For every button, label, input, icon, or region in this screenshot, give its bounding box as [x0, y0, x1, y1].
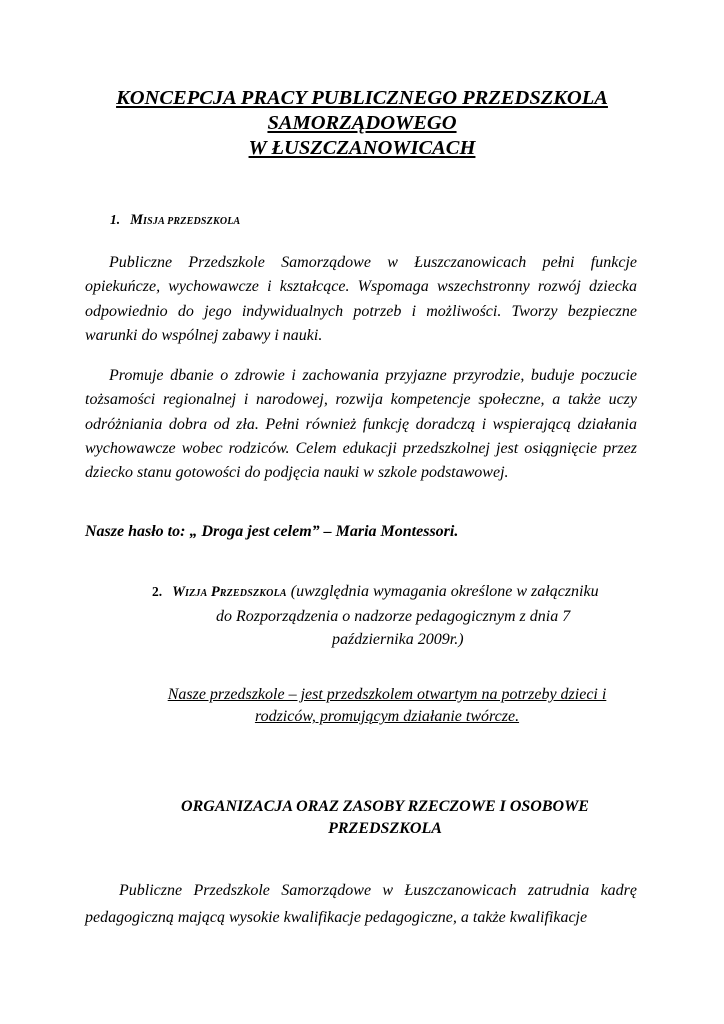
section-1-heading-initial: M	[130, 212, 144, 228]
section-2-title-rzedszkola: RZEDSZKOLA	[219, 588, 287, 599]
mission-paragraph-2: Promuje dbanie o zdrowie i zachowania przyjazne przyrodzie, buduje poczucie tożsamości regionalnej i narodowej, rozwija kompetencje społeczne, a także uczy odróżniania dobra od zła. Pełni również funkcję doradczą i wspierającą działania wychowawcze wobec rodziców. Celem edukacji przedszkolnej jest osiągnięcie przez dziecko stanu gotowości do podjęcia nauki w szkole podstawowej.	[85, 367, 637, 482]
vision-line-2: rodziców, promującym działanie twórcze.	[254, 708, 520, 725]
title-line-1: KONCEPCJA PRACY PUBLICZNEGO PRZEDSZKOLA	[116, 87, 608, 109]
vision-line-1: Nasze przedszkole – jest przedszkolem otwartym na potrzeby dzieci i	[167, 686, 607, 703]
section-2-title-p: P	[210, 584, 220, 600]
section-2-note-line-3: października 2009r.)	[332, 631, 464, 648]
title-line-2: SAMORZĄDOWEGO	[267, 112, 457, 134]
organization-heading-line-2: PRZEDSZKOLA	[328, 820, 442, 837]
motto: Nasze hasło to: „ Droga jest celem” – Maria Montessori.	[85, 523, 459, 540]
section-2-note-line-1: (uwzględnia wymagania określone w załączniku	[290, 583, 599, 600]
organization-paragraph: Publiczne Przedszkole Samorządowe w Łuszczanowicach zatrudnia kadrę pedagogiczną mającą wysokie kwalifikacje pedagogiczne, a także kwalifikacje	[85, 882, 637, 926]
section-1-heading	[110, 211, 240, 231]
section-2-number: 2.	[152, 584, 163, 599]
section-2-title-w: W	[172, 584, 186, 600]
section-1-number: 1.	[110, 212, 121, 227]
vision-statement	[85, 684, 689, 728]
title-line-3: W ŁUSZCZANOWICACH	[248, 137, 476, 159]
section-2-title	[172, 584, 287, 599]
mission-paragraph-1: Publiczne Przedszkole Samorządowe w Łuszczanowicach pełni funkcje opiekuńcze, wychowawcze i kształcące. Wspomaga wszechstronny rozwój dziecka odpowiednio do jego indywidualnych potrzeb i możliwości. Tworzy bezpieczne warunki do wspólnej zabawy i nauki.	[85, 254, 637, 344]
section-2-title-izja: IZJA	[185, 588, 208, 599]
organization-heading-line-1: ORGANIZACJA ORAZ ZASOBY RZECZOWE I OSOBOWE	[181, 798, 589, 815]
section-1-heading-rest: ISJA PRZEDSZKOLA	[143, 216, 241, 227]
section-2-line-1	[152, 580, 672, 605]
section-2-heading	[152, 580, 672, 651]
section-2-note-line-2: do Rozporządzenia o nadzorze pedagogicznym z dnia 7	[216, 608, 571, 625]
organization-heading	[100, 796, 670, 840]
document-title	[60, 86, 664, 161]
